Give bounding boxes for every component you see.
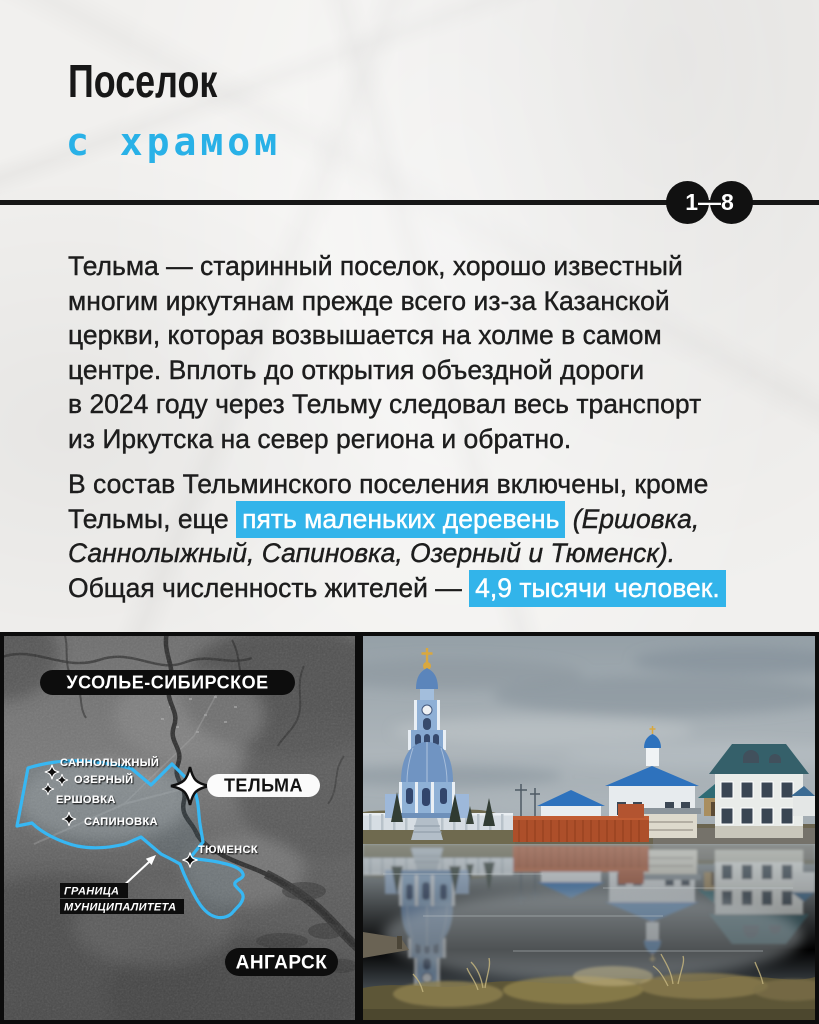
right-mansion (709, 744, 809, 838)
paragraph-villages (68, 467, 783, 605)
highlight-population: 4,9 тысячи человек. (469, 570, 726, 607)
map-label-tyumensk: ТЮМЕНСК (198, 844, 258, 856)
page-title: Поселок (68, 55, 218, 107)
highlight-villages-count: пять маленьких деревень (236, 501, 565, 538)
text-line: церкви, которая возвышается на холме в самом (68, 320, 662, 350)
usolye-pill (40, 670, 295, 695)
clock-face (422, 705, 432, 715)
map-label-ershovka: ЕРШОВКА (56, 794, 116, 806)
legend-line1: ГРАНИЦА (64, 885, 120, 898)
map-label-sapinovka: САПИНОВКА (84, 816, 158, 828)
map-label-sannolyzhny: САННОЛЫЖНЫЙ (60, 757, 160, 769)
church-lake-photo (363, 636, 815, 1020)
text-line: центре. Вплоть до открытия объездной дороги (68, 354, 645, 385)
text-run: Общая численность жителей — (68, 572, 470, 603)
map-label-telma: ТЕЛЬМА (223, 775, 304, 796)
text-line: Тельма — старинный поселок, хорошо известный (68, 251, 683, 281)
angarsk-pill (225, 948, 338, 976)
image-gallery (0, 632, 819, 1024)
paragraph-intro (68, 249, 783, 456)
text-line: многим иркутянам прежде всего из-за Казанской (68, 285, 670, 316)
map-label-ozerny: ОЗЕРНЫЙ (74, 774, 134, 786)
map-panel (0, 632, 359, 1024)
text-line: в 2024 году через Тельму следовал весь транспорт (68, 389, 702, 419)
legend-line2: МУНИЦИПАЛИТЕТА (64, 901, 177, 914)
article-text (68, 249, 783, 605)
text-run-italic: (Ершовка, Саннолыжный, Сапиновка, Озерный и Тюменск). (68, 503, 700, 568)
text-run: В состав Тельминского поселения включены, кроме Тельмы, еще (68, 469, 709, 534)
photo-panel (359, 632, 819, 1024)
pagination-badge (666, 181, 753, 224)
map-label-usolye: УСОЛЬЕ-СИБИРСКОЕ (66, 672, 269, 693)
pagination-text: 1—8 (685, 188, 734, 215)
map-label-angarsk: АНГАРСК (235, 952, 328, 974)
telma-pill (207, 774, 320, 797)
page-subtitle: с храмом (66, 120, 282, 164)
satellite-map (4, 636, 355, 1020)
text-line: из Иркутска на север региона и обратно. (68, 423, 572, 454)
red-machinery (618, 804, 644, 818)
